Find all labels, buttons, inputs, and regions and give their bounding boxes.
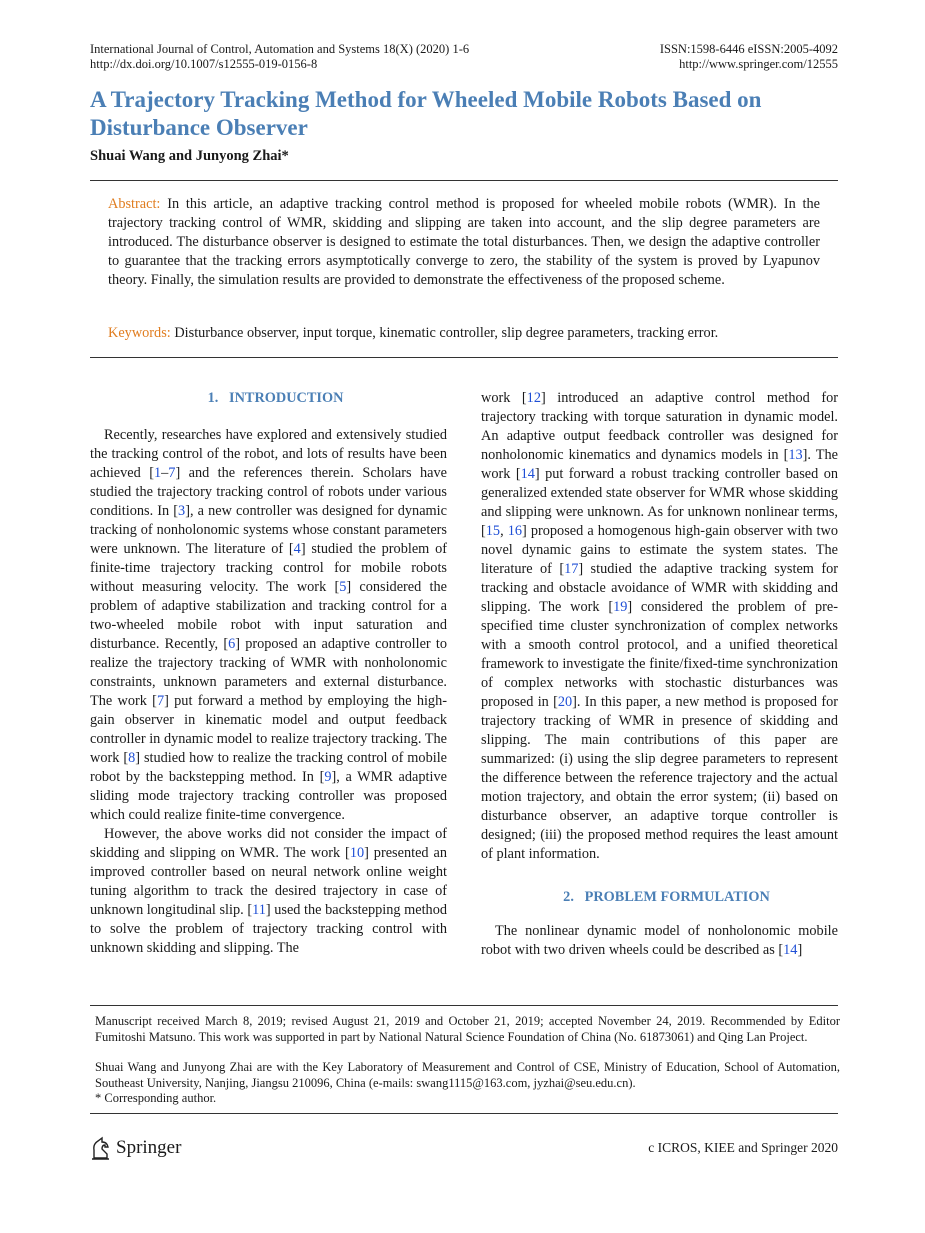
journal-url[interactable]: http://www.springer.com/12555 (679, 57, 838, 71)
paragraph: Recently, researches have explored and extensively studied the tracking control of the robot, and lots of results have been achieved [1–7] and the references therein. Scholars have studied the trajectory tracking control of robots under various conditions. In [3], a new controller was designed for dynamic tracking of nonholonomic systems whose constant parameters were unknown. The literature of [4] studied the problem of finite-time trajectory tracking control for mobile robots without measuring velocity. The work [5] considered the problem of adaptive stabilization and tracking control for a two-wheeled mobile robot with input saturation and disturbance. Recently, [6] proposed an adaptive controller to realize the trajectory tracking of WMR with nonholonomic constraints, unknown parameters and external disturbance. The work [7] put forward a method by employing the high-gain observer in kinematic model and output feedback controller in dynamic model to realize trajectory tracking. The work [8] studied how to realize the tracking control of mobile robot by the backstepping method. In [9], a WMR adaptive sliding mode trajectory tracking controller was proposed which could realize finite-time convergence. (90, 427, 448, 823)
left-column (90, 389, 447, 958)
right-column (481, 389, 838, 960)
keywords-label: Keywords: (108, 325, 171, 341)
abstract-divider (90, 357, 838, 358)
footnote-divider (90, 1005, 838, 1006)
running-header-left (90, 42, 469, 72)
footnote-corresponding: * Corresponding author. (95, 1091, 217, 1105)
keywords (108, 324, 820, 343)
citation-link[interactable]: 7 (156, 693, 165, 709)
citation-link[interactable]: 6 (228, 636, 236, 652)
citation-link[interactable]: 20 (557, 694, 573, 710)
copyright: c ICROS, KIEE and Springer 2020 (648, 1140, 838, 1155)
footnote-received: Manuscript received March 8, 2019; revised August 21, 2019 and October 21, 2019; accepted November 24, 2019. Recommended by Editor Fumitoshi Matsuno. This work was supported in part by National Natural Science Foundation of China (No. 61873061) and Qing Lan Project. (95, 1014, 840, 1044)
citation-link[interactable]: 14 (520, 466, 535, 482)
citation-link[interactable]: 12 (526, 390, 541, 406)
citation-link[interactable]: 3 (178, 503, 186, 519)
citation-link[interactable]: 1 (153, 465, 162, 481)
author-list: Shuai Wang and Junyong Zhai* (90, 148, 289, 164)
footnote-affiliation: Shuai Wang and Junyong Zhai are with the Key Laboratory of Measurement and Control of CSE, Ministry of Education, School of Automation, Southeast University, Nanjing, Jiangsu 210096, China (e-mails: swang1115@163.com, jyzhai@seu.edu.cn). (95, 1060, 840, 1090)
issn: ISSN:1598-6446 eISSN:2005-4092 (659, 42, 838, 56)
citation-link[interactable]: 7 (168, 465, 176, 481)
keywords-text: Disturbance observer, input torque, kinematic controller, slip degree parameters, tracking error. (174, 325, 719, 341)
section-heading-problem-formulation: 2. PROBLEM FORMULATION (563, 889, 770, 905)
paper-title: A Trajectory Tracking Method for Wheeled Mobile Robots Based on Disturbance Observer (90, 87, 762, 140)
citation-link[interactable]: 8 (128, 750, 136, 766)
abstract-text: In this article, an adaptive tracking control method is proposed for wheeled mobile robots (WMR). In the trajectory tracking control of WMR, skidding and slipping are taken into account, and the slip degree parameters are introduced. The disturbance observer is designed to estimate the total disturbances. Then, we design the adaptive controller to guarantee that the tracking errors asymptotically converge to zero, the stability of the system is proved by Lyapunov theory. Finally, the simulation results are provided to demonstrate the effectiveness of the proposed scheme. (108, 196, 820, 288)
citation-link[interactable]: 16 (507, 523, 523, 539)
paragraph: However, the above works did not consider the impact of skidding and slipping on WMR. The work [10] presented an improved controller based on neural network online weight tuning algorithm to track the desired trajectory in case of unknown longitudinal slip. [11] used the backstepping method to solve the problem of trajectory tracking control with unknown skidding and slipping. The (90, 826, 447, 956)
footnote-bottom-divider (90, 1113, 838, 1114)
section-heading-introduction: 1. INTRODUCTION (207, 390, 344, 406)
citation-link[interactable]: 15 (485, 523, 501, 539)
abstract (108, 195, 820, 290)
springer-wordmark: Springer (116, 1137, 182, 1158)
journal-citation: International Journal of Control, Automation and Systems 18(X) (2020) 1-6 (90, 42, 470, 56)
citation-link[interactable]: 14 (783, 942, 798, 958)
citation-link[interactable]: 10 (349, 845, 365, 861)
citation-link[interactable]: 19 (613, 599, 628, 615)
citation-link[interactable]: 5 (339, 579, 347, 595)
running-header-right (660, 42, 838, 72)
doi-link[interactable]: http://dx.doi.org/10.1007/s12555-019-0156-8 (90, 57, 318, 71)
citation-link[interactable]: 9 (324, 769, 332, 785)
top-divider (90, 180, 838, 181)
springer-horse-icon (90, 1136, 112, 1160)
abstract-label: Abstract: (108, 196, 161, 212)
citation-link[interactable]: 11 (252, 902, 266, 918)
citation-link[interactable]: 4 (293, 541, 301, 557)
citation-link[interactable]: 13 (788, 447, 803, 463)
paragraph: The nonlinear dynamic model of nonholonomic mobile robot with two driven wheels could be described as [14] (481, 923, 838, 958)
paragraph: work [12] introduced an adaptive control method for trajectory tracking with torque saturation in dynamic model. An adaptive output feedback controller was designed for nonholonomic kinematics and dynamics models in [13]. The work [14] put forward a robust tracking controller based on generalized extended state observer for WMR whose skidding and slipping were unknown. As for unknown nonlinear terms, [15, 16] proposed a homogenous high-gain observer with two novel dynamic gains to estimate the system states. The literature of [17] studied the adaptive tracking system for tracking and obstacle avoidance of WMR with skidding and slipping. The work [19] considered the problem of pre-specified time cluster synchronization of complex networks with a smooth control protocol, and a unified theoretical framework to investigate the finite/fixed-time synchronization of complex networks with stochastic disturbances was proposed in [20]. In this paper, a new method is proposed for trajectory tracking of WMR in presence of skidding and slipping. The main contributions of this paper are summarized: (i) using the slip degree parameters to represent the difference between the reference trajectory and the actual motion trajectory, and obtain the error system; (ii) based on disturbance observer, an adaptive torque controller is designed; (iii) the proposed method requires the least amount of plant information. (481, 390, 839, 862)
citation-link[interactable]: 17 (564, 561, 579, 577)
springer-logo (90, 1136, 181, 1160)
